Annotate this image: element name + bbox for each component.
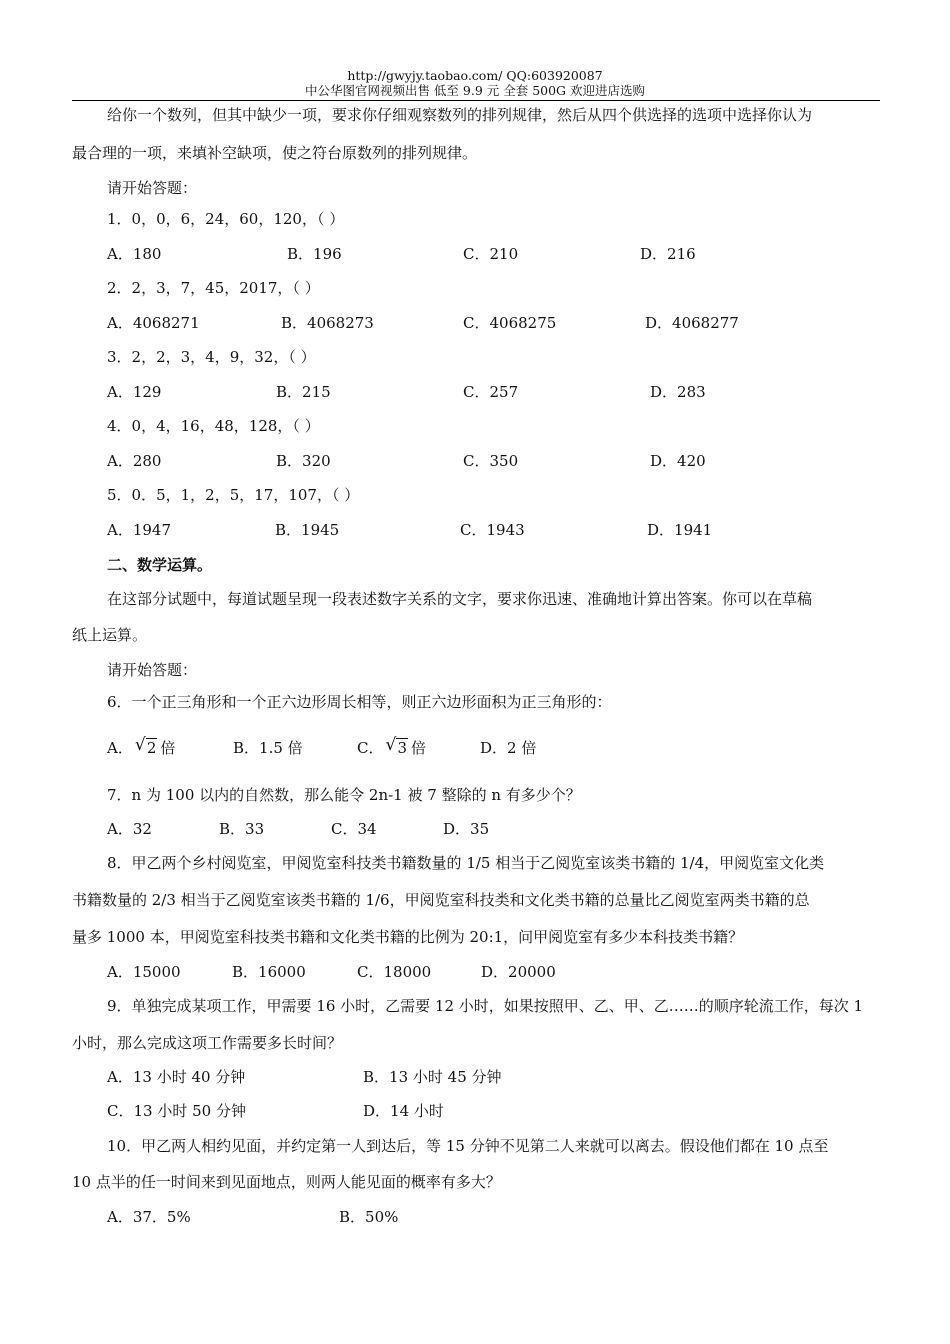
q6-option-c-label: C． <box>357 739 384 757</box>
intro-line-1: 给你一个数列，但其中缺少一项，要求你仔细观察数列的排列规律，然后从四个供选择的选项中选择你认为 <box>107 106 813 124</box>
q5-option-c: C．1943 <box>460 521 525 539</box>
q8-option-d: D．20000 <box>481 963 556 981</box>
q9-option-c: C．13 小时 50 分钟 <box>107 1102 246 1120</box>
q9-option-a: A．13 小时 40 分钟 <box>107 1068 246 1086</box>
intro-line-2: 最合理的一项，来填补空缺项，使之符台原数列的排列规律。 <box>72 144 478 162</box>
q1-option-d: D．216 <box>640 245 696 263</box>
header-line-1: http://gwyjy.taobao.com/ QQ:603920087 <box>347 68 603 83</box>
q5-option-d: D．1941 <box>647 521 713 539</box>
q6-option-c-radicand: 3 <box>397 739 408 757</box>
q2-option-c: C．4068275 <box>463 314 557 332</box>
q5-option-b: B．1945 <box>275 521 340 539</box>
q3-option-d: D．283 <box>650 383 706 401</box>
q8-line-1: 8．甲乙两个乡村阅览室，甲阅览室科技类书籍数量的 1/5 相当于乙阅览室该类书籍的 1/4，甲阅览室文化类 <box>107 854 825 872</box>
q3-stem: 3．2，2，3，4，9，32，（ ） <box>107 348 316 366</box>
q1-option-c: C．210 <box>463 245 519 263</box>
q10-line-2: 10 点半的任一时间来到见面地点，则两人能见面的概率有多大？ <box>72 1173 501 1191</box>
header-line-2: 中公华图官网视频出售 低至 9.9 元 全套 500G 欢迎进店选购 <box>304 83 646 98</box>
q4-stem: 4．0，4，16，48，128，（ ） <box>107 417 320 435</box>
q6-option-a <box>107 735 176 758</box>
q7-option-b: B．33 <box>219 820 265 838</box>
section-2-start: 请开始答题： <box>107 661 198 679</box>
q1-option-a: A．180 <box>107 245 162 263</box>
q2-option-a: A．4068271 <box>107 314 200 332</box>
q3-option-b: B．215 <box>276 383 331 401</box>
q4-option-b: B．320 <box>276 452 331 470</box>
section-2-line-2: 纸上运算。 <box>72 626 148 644</box>
q7-stem: 7．n 为 100 以内的自然数，那么能令 2n-1 被 7 整除的 n 有多少个？ <box>107 786 581 804</box>
q4-option-d: D．420 <box>650 452 706 470</box>
q5-option-a: A．1947 <box>107 521 172 539</box>
q8-line-2: 书籍数量的 2/3 相当于乙阅览室该类书籍的 1/6，甲阅览室科技类和文化类书籍的总量比乙阅览室两类书籍的总 <box>72 891 810 909</box>
q2-option-d: D．4068277 <box>645 314 739 332</box>
q7-option-c: C．34 <box>331 820 377 838</box>
q5-stem: 5．0．5，1，2，5，17，107，（ ） <box>107 486 360 504</box>
q10-line-1: 10．甲乙两人相约见面，并约定第一人到达后，等 15 分钟不见第二人来就可以离去。假设他们都在 10 点至 <box>107 1137 829 1155</box>
q3-option-a: A．129 <box>107 383 162 401</box>
q6-option-a-radicand: 2 <box>146 739 157 757</box>
q6-option-a-suffix: 倍 <box>160 739 176 757</box>
q6-option-a-label: A． <box>107 739 133 757</box>
section-2-line-1: 在这部分试题中，每道试题呈现一段表述数字关系的文字，要求你迅速、准确地计算出答案。你可以在草稿 <box>107 590 813 608</box>
q6-option-b: B．1.5 倍 <box>233 739 303 757</box>
q7-option-d: D．35 <box>443 820 490 838</box>
header-divider <box>72 100 880 101</box>
q2-stem: 2．2，3，7，45，2017，（ ） <box>107 279 320 297</box>
q4-option-a: A．280 <box>107 452 162 470</box>
q6-option-c-suffix: 倍 <box>411 739 427 757</box>
q1-stem: 1．0，0，6，24，60，120，（ ） <box>107 210 345 228</box>
q10-option-a: A．37．5% <box>107 1208 191 1226</box>
q9-option-d: D．14 小时 <box>363 1102 444 1120</box>
intro-start: 请开始答题： <box>107 179 198 197</box>
q9-line-1: 9．单独完成某项工作，甲需要 16 小时，乙需要 12 小时，如果按照甲、乙、甲、乙……的顺序轮流工作，每次 1 <box>107 997 864 1015</box>
sqrt-symbol: √ 3 <box>385 735 408 757</box>
q9-option-b: B．13 小时 45 分钟 <box>363 1068 502 1086</box>
q6-option-c <box>357 735 427 758</box>
q6-stem: 6．一个正三角形和一个正六边形周长相等，则正六边形面积为正三角形的： <box>107 693 612 711</box>
q9-line-2: 小时，那么完成这项工作需要多长时间？ <box>72 1034 343 1052</box>
q8-option-c: C．18000 <box>357 963 432 981</box>
q8-option-a: A．15000 <box>107 963 181 981</box>
q4-option-c: C．350 <box>463 452 519 470</box>
sqrt-symbol: √ 2 <box>134 735 157 757</box>
section-2-title: 二、数学运算。 <box>107 556 213 574</box>
q10-option-b: B．50% <box>339 1208 399 1226</box>
q8-option-b: B．16000 <box>232 963 306 981</box>
q2-option-b: B．4068273 <box>281 314 374 332</box>
q1-option-b: B．196 <box>287 245 342 263</box>
q6-option-d: D．2 倍 <box>480 739 537 757</box>
q8-line-3: 量多 1000 本，甲阅览室科技类书籍和文化类书籍的比例为 20:1，问甲阅览室有多少本科技类书籍？ <box>72 928 744 946</box>
q3-option-c: C．257 <box>463 383 519 401</box>
q7-option-a: A．32 <box>107 820 152 838</box>
